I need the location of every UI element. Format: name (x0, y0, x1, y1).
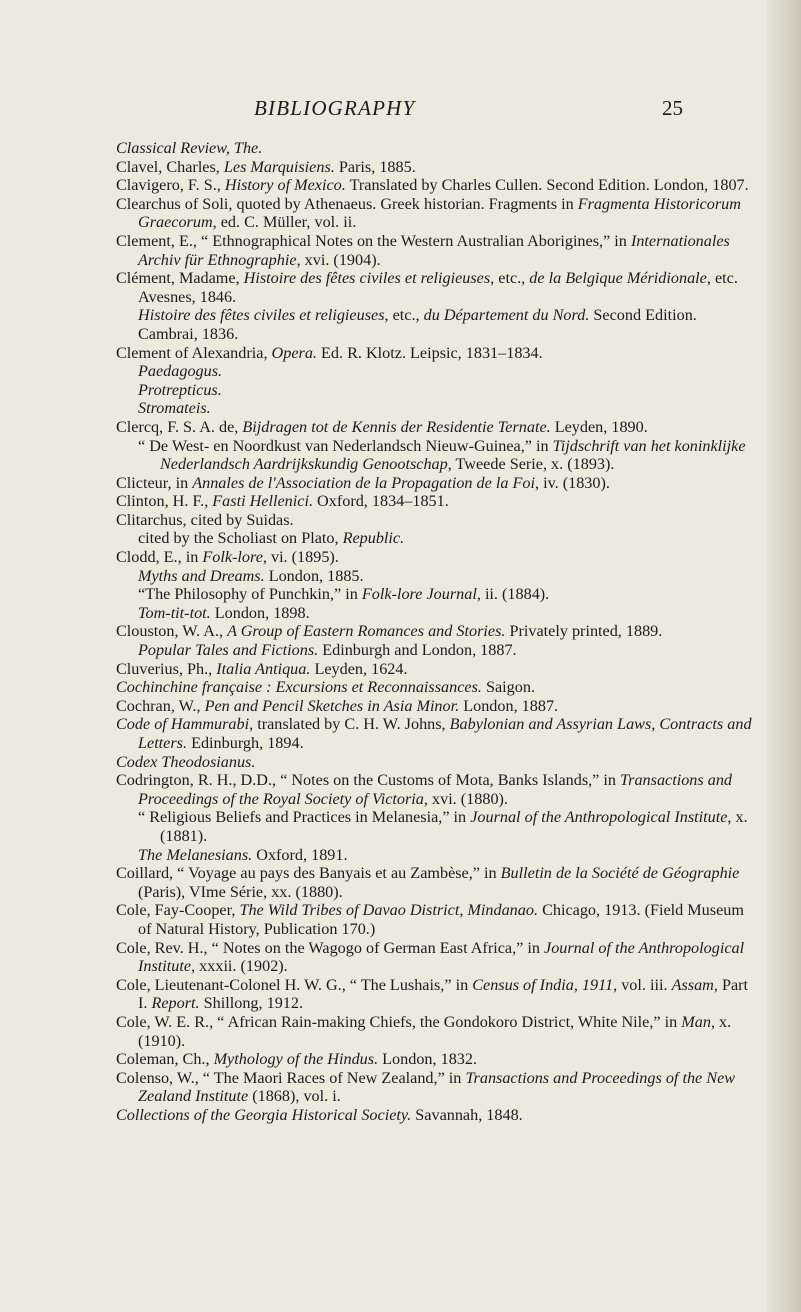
entry-title-text: Republic. (342, 529, 405, 548)
entry-text: Paris, 1885. (334, 157, 416, 176)
entry-title-text: du Département du Nord. (423, 306, 590, 325)
entry-title-text: Mythology of the Hindus. (213, 1050, 379, 1069)
entry-title-text: Folk-lore Journal (361, 585, 477, 604)
entry-title-text: Fragmenta Historicorum Graecorum (138, 194, 741, 232)
entry-title-text: Popular Tales and Fictions. (138, 641, 319, 660)
bibliography-entry (116, 585, 756, 604)
entry-text: Clément, Madame, (116, 269, 244, 288)
entry-title-text: Census of India, 1911 (472, 975, 614, 994)
entry-text: Cochran, W., (116, 696, 205, 715)
entry-text: Clitarchus, cited by Suidas. (116, 510, 294, 529)
entry-text: , Part I. (138, 975, 749, 1013)
bibliography-entry (116, 715, 756, 752)
entry-text: , translated by C. H. W. Johns, (249, 715, 450, 734)
entry-text: , iv. (1830). (535, 473, 610, 492)
entry-text: (Paris), VIme Série, xx. (1880). (138, 882, 343, 901)
entry-title-text: Bulletin de la Société de Géographie (500, 864, 740, 883)
bibliography-entry (116, 232, 756, 269)
entry-text: Clinton, H. F., (116, 492, 213, 511)
entry-text: “ Religious Beliefs and Practices in Melanesia,” in (138, 808, 471, 827)
entry-title-text: Myths and Dreams. (138, 566, 265, 585)
bibliography-entry (116, 344, 756, 363)
bibliography-entry (116, 604, 756, 623)
entry-title-text: The Wild Tribes of Davao District, Mindanao. (239, 901, 539, 920)
bibliography-entry (116, 660, 756, 679)
bibliography-entry (116, 195, 756, 232)
entry-text: , x. (1910). (138, 1012, 732, 1050)
entry-text: Second Edition. Cambrai, 1836. (138, 306, 697, 343)
entry-text: cited by the Scholiast on Plato, (138, 529, 343, 548)
entry-text: (1868), vol. i. (248, 1087, 341, 1106)
entry-text: , x. (1881). (160, 808, 748, 845)
bibliography-entry (116, 362, 756, 381)
entry-title-text: Stromateis. (138, 399, 211, 418)
entry-title-text: Classical Review, The. (116, 139, 263, 157)
bibliography-entry (116, 939, 756, 976)
entry-title-text: Histoire des fêtes civiles et religieuses (243, 269, 491, 288)
entry-text: London, 1887. (459, 696, 559, 715)
entry-text: Coillard, “ Voyage au pays des Banyais et au Zambèse,” in (116, 864, 501, 883)
entry-title-text: Italia Antiqua. (216, 659, 311, 678)
page-edge-shadow (767, 0, 801, 1312)
entry-text: London, 1832. (378, 1050, 478, 1069)
bibliography-entry (116, 976, 756, 1013)
entry-title-text: History of Mexico. (224, 176, 346, 195)
bibliography-entry (116, 864, 756, 901)
entry-text: Edinburgh and London, 1887. (318, 641, 517, 660)
entry-text: , vi. (1895). (262, 548, 339, 567)
entry-title-text: Cochinchine française : Excursions et Reconnaissances. (116, 678, 482, 697)
entry-title-text: Pen and Pencil Sketches in Asia Minor. (204, 696, 460, 715)
entry-text: Clement of Alexandria, (116, 343, 272, 362)
entry-text: Savannah, 1848. (411, 1105, 523, 1124)
entry-title-text: Babylonian and Assyrian Laws, Contracts and Letters. (138, 715, 752, 752)
bibliography-entry (116, 269, 756, 306)
entry-text: Codrington, R. H., D.D., “ Notes on the Customs of Mota, Banks Islands,” in (116, 771, 621, 790)
bibliography-entry (116, 808, 756, 845)
entry-text: Chicago, 1913. (Field Museum of Natural History, Publication 170.) (138, 901, 744, 938)
entry-title-text: Codex Theodosianus. (116, 752, 256, 771)
bibliography-entry (116, 548, 756, 567)
bibliography-entry (116, 622, 756, 641)
entry-text: Clercq, F. S. A. de, (116, 417, 243, 436)
entry-title-text: Bijdragen tot de Kennis der Residentie Ternate. (242, 417, 551, 436)
entry-text: “The Philosophy of Punchkin,” in (138, 585, 362, 604)
entry-title-text: Transactions and Proceedings of the Royal Society of Victoria (138, 771, 733, 808)
entry-title-text: Opera. (271, 343, 317, 362)
entry-title-text: Tijdschrift van het koninklijke Nederlandsch Aardrijkskundig Genootschap (160, 436, 746, 474)
entry-text: Shillong, 1912. (199, 994, 304, 1013)
entry-text: London, 1885. (264, 566, 364, 585)
entry-text: Cole, Fay-Cooper, (116, 901, 240, 920)
entry-text: Leyden, 1890. (550, 417, 648, 436)
bibliography-entry (116, 492, 756, 511)
entry-title-text: Journal of the Anthropological Institute (138, 938, 745, 976)
entry-text: Oxford, 1834–1851. (313, 492, 449, 511)
bibliography-entry (116, 139, 756, 158)
entry-text: , xxxii. (1902). (191, 957, 288, 976)
bibliography-entry (116, 1069, 756, 1106)
entry-text: Leyden, 1624. (310, 659, 408, 678)
entry-title-text: Man (681, 1012, 711, 1031)
entry-title-text: Code of Hammurabi (116, 715, 250, 734)
bibliography-entry (116, 678, 756, 697)
entry-text: Coleman, Ch., (116, 1050, 214, 1069)
entry-title-text: Report. (151, 994, 200, 1013)
bibliography-entry (116, 306, 756, 343)
entry-text: , ed. C. Müller, vol. ii. (212, 213, 357, 232)
entry-title-text: de la Belgique Méridionale (529, 269, 707, 288)
entry-text: Clavigero, F. S., (116, 176, 225, 195)
entry-title-text: The Melanesians. (138, 845, 253, 864)
entry-text: Privately printed, 1889. (505, 622, 663, 641)
entry-text: Cole, Rev. H., “ Notes on the Wagogo of German East Africa,” in (116, 938, 545, 957)
entry-text: Colenso, W., “ The Maori Races of New Zealand,” in (116, 1068, 466, 1087)
bibliography-entry (116, 529, 756, 548)
bibliography-entry (116, 697, 756, 716)
entry-title-text: Transactions and Proceedings of the New Zealand Institute (138, 1068, 736, 1106)
bibliography-entry (116, 1013, 756, 1050)
bibliography-entry (116, 418, 756, 437)
running-title: BIBLIOGRAPHY (254, 96, 416, 120)
running-head (0, 96, 801, 126)
entry-title-text: Protrepticus. (138, 380, 222, 399)
entry-title-text: Histoire des fêtes civiles et religieuses (138, 306, 385, 325)
bibliography-entry (116, 641, 756, 660)
bibliography-entry (116, 176, 756, 195)
entry-text: , etc., (490, 269, 530, 288)
entry-text: , ii. (1884). (476, 585, 550, 604)
page-number: 25 (662, 96, 683, 120)
entry-title-text: Les Marquisiens. (223, 157, 335, 176)
bibliography-entry (116, 1050, 756, 1069)
entry-text: Clement, E., “ Ethnographical Notes on the Western Australian Aborigines,” in (116, 231, 631, 250)
entry-text: Cole, Lieutenant-Colonel H. W. G., “ The Lushais,” in (116, 975, 473, 994)
entry-title-text: Tom-tit-tot. (138, 603, 211, 622)
bibliography-entry (116, 753, 756, 772)
bibliography-entry (116, 158, 756, 177)
entry-text: , etc., (384, 306, 424, 325)
bibliography-entry (116, 901, 756, 938)
bibliography-entry (116, 771, 756, 808)
bibliography-entries (116, 139, 756, 1124)
entry-text: Cole, W. E. R., “ African Rain-making Chiefs, the Gondokoro District, White Nile,” in (116, 1012, 682, 1031)
bibliography-entry (116, 381, 756, 400)
bibliography-entry (116, 846, 756, 865)
entry-text: , xvi. (1904). (296, 250, 381, 269)
bibliography-entry (116, 511, 756, 530)
entry-title-text: Collections of the Georgia Historical Society. (116, 1105, 412, 1124)
entry-text: Oxford, 1891. (252, 845, 348, 864)
entry-title-text: Folk-lore (202, 548, 263, 567)
entry-text: Clavel, Charles, (116, 157, 224, 176)
entry-text: Clodd, E., in (116, 548, 203, 567)
entry-text: Edinburgh, 1894. (187, 734, 304, 752)
bibliography-entry (116, 567, 756, 586)
entry-title-text: Paedagogus. (138, 362, 223, 381)
bibliography-entry (116, 474, 756, 493)
entry-text: Cluverius, Ph., (116, 659, 217, 678)
entry-text: , etc. Avesnes, 1846. (138, 269, 738, 306)
entry-text: London, 1898. (210, 603, 310, 622)
entry-title-text: Fasti Hellenici. (212, 492, 313, 511)
entry-text: , vol. iii. (613, 975, 672, 994)
entry-title-text: Journal of the Anthropological Institute (470, 808, 728, 827)
entry-text: , xvi. (1880). (423, 789, 508, 808)
entry-text: Clicteur, in (116, 473, 193, 492)
entry-text: , Tweede Serie, x. (1893). (447, 455, 615, 474)
bibliography-entry (116, 1106, 756, 1125)
entry-text: Translated by Charles Cullen. Second Edition. London, 1807. (345, 176, 749, 195)
entry-title-text: Annales de l'Association de la Propagation de la Foi (192, 473, 535, 492)
entry-title-text: Internationales Archiv für Ethnographie (138, 231, 730, 269)
entry-text: Clearchus of Soli, quoted by Athenaeus. Greek historian. Fragments in (116, 194, 578, 213)
bibliography-entry (116, 399, 756, 418)
entry-title-text: Assam (671, 975, 714, 994)
bibliography-entry (116, 437, 756, 474)
entry-text: “ De West- en Noordkust van Nederlandsch Nieuw-Guinea,” in (138, 436, 553, 455)
entry-text: Clouston, W. A., (116, 622, 228, 641)
entry-text: Saigon. (481, 678, 535, 697)
entry-text: Ed. R. Klotz. Leipsic, 1831–1834. (316, 343, 543, 362)
entry-title-text: A Group of Eastern Romances and Stories. (227, 622, 506, 641)
